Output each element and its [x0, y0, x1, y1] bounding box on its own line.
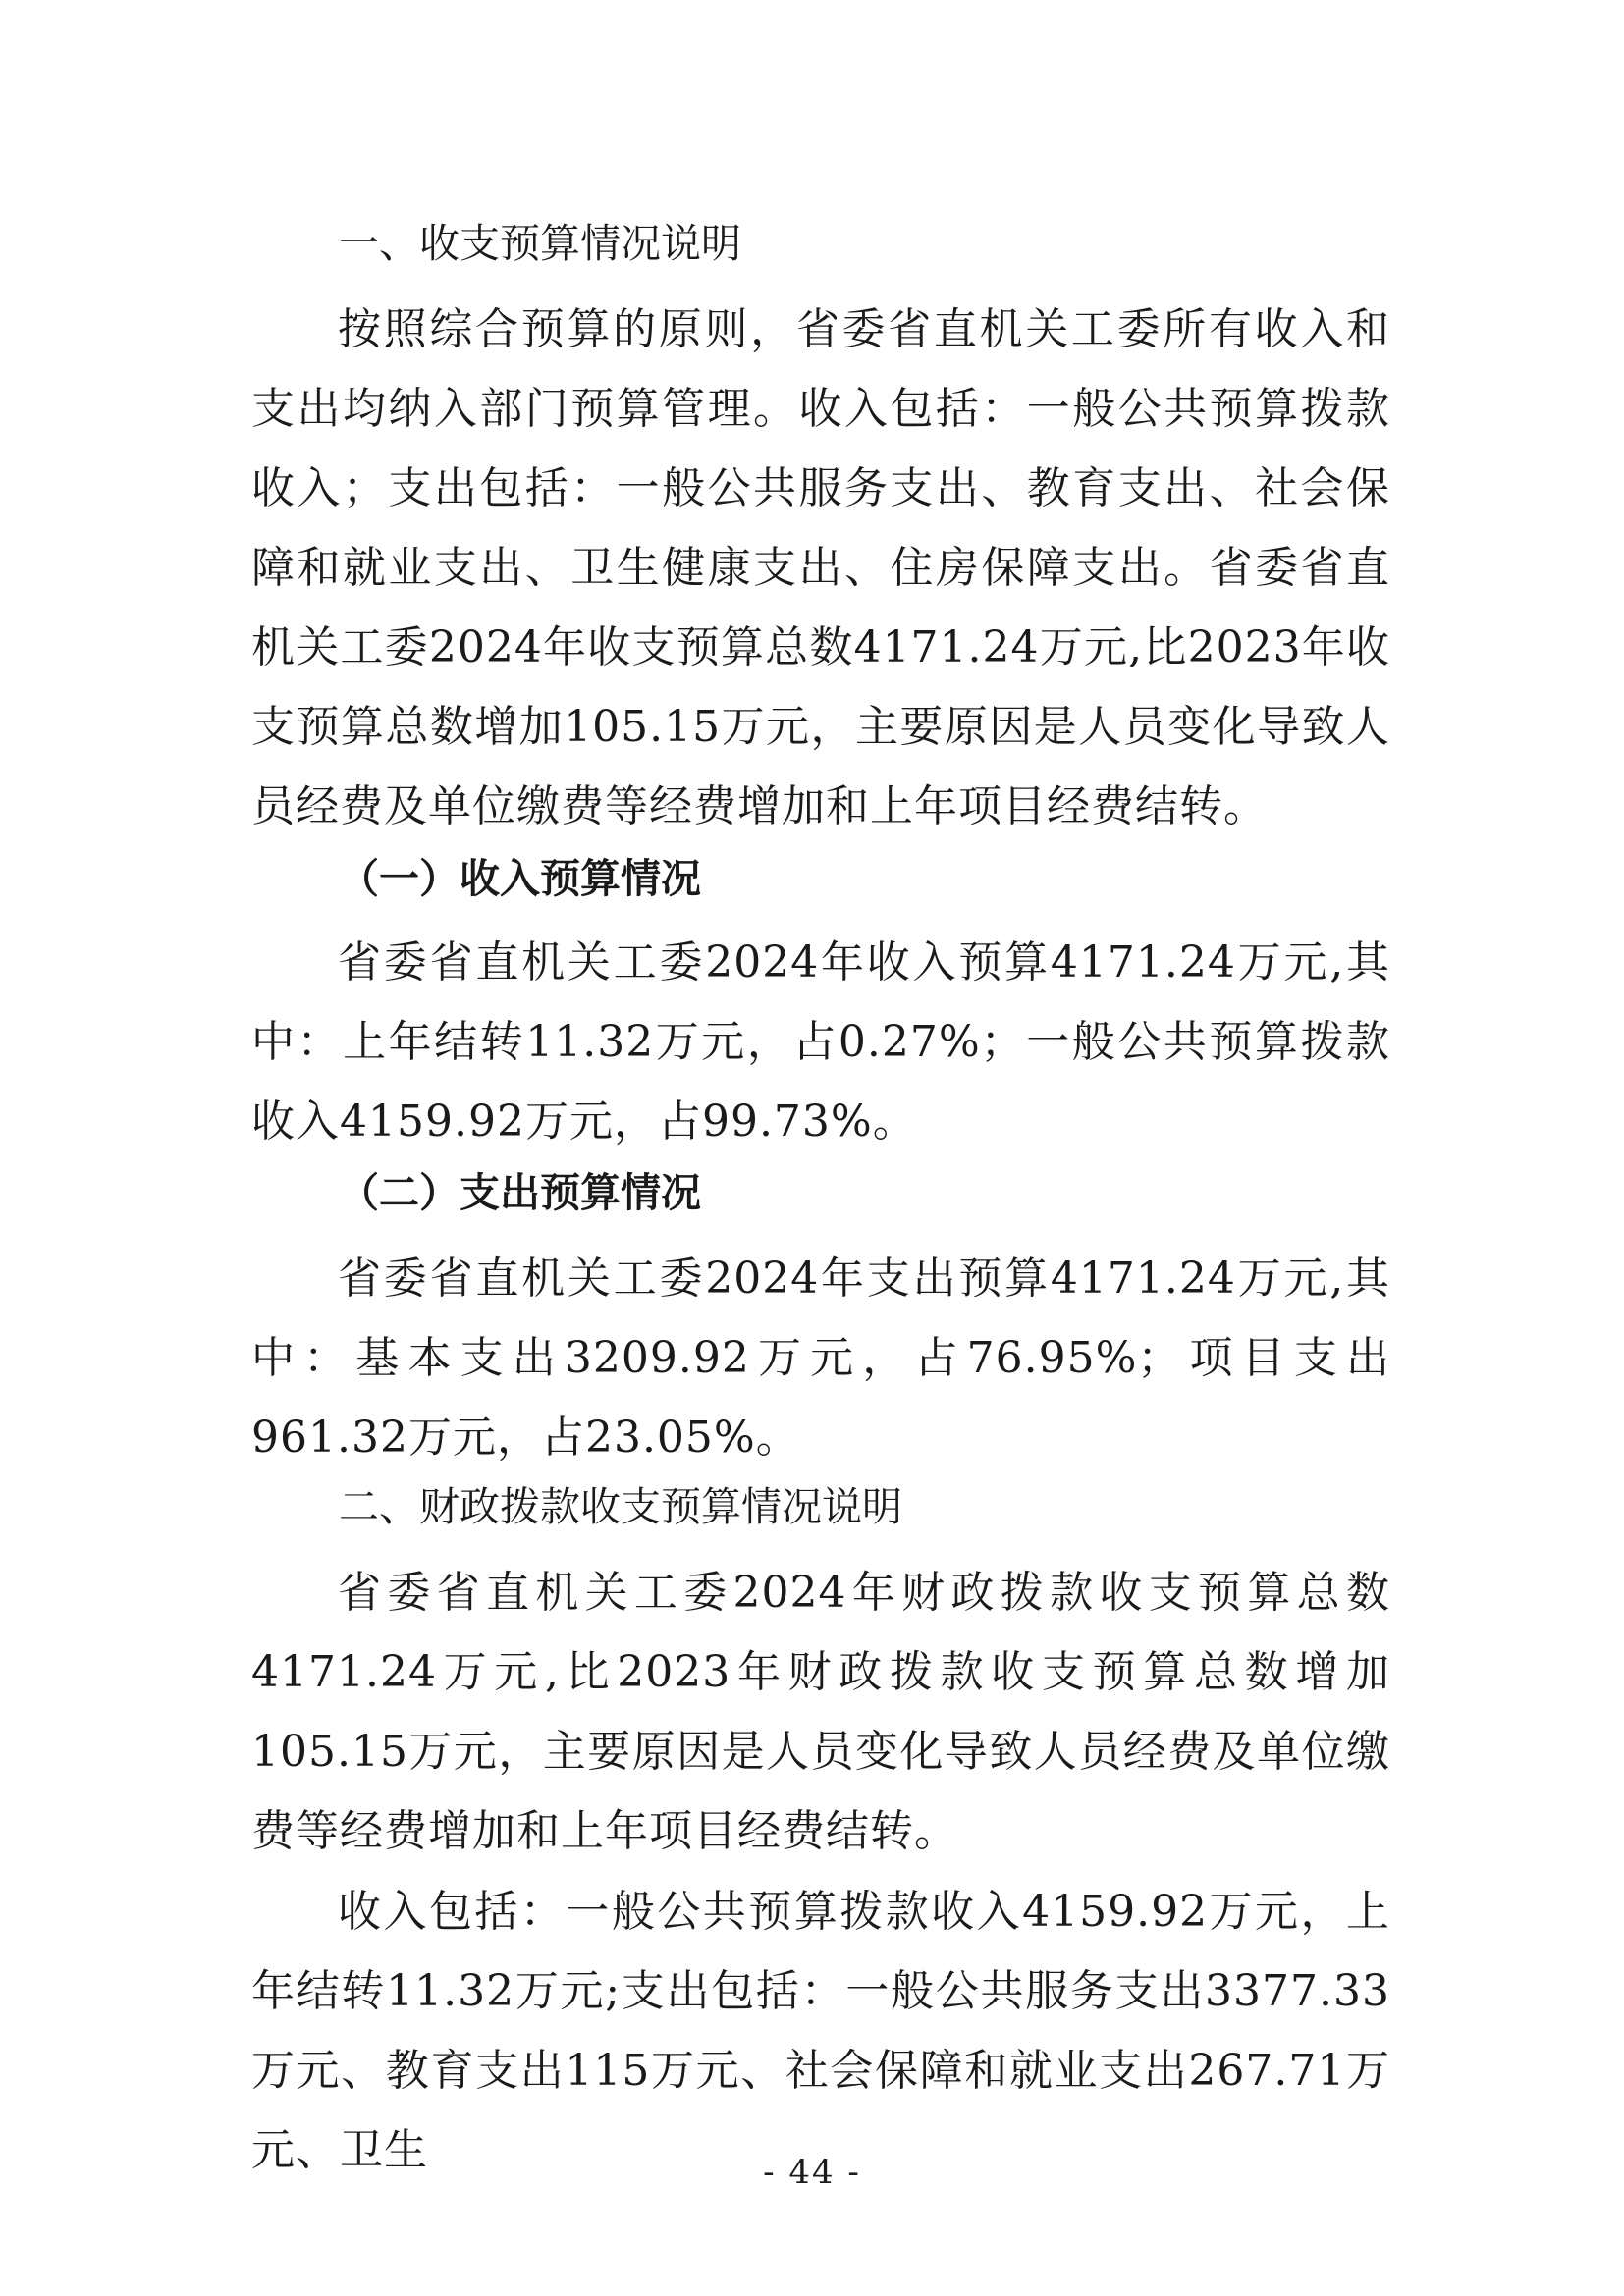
section-2-heading: 二、财政拨款收支预算情况说明	[339, 1483, 902, 1530]
section-2-paragraph-2: 收入包括：一般公共预算拨款收入4159.92万元，上年结转11.32万元;支出包括：一般公共服务支出3377.33万元、教育支出115万元、社会保障和就业支出267.71万元、卫生	[251, 1887, 1390, 2175]
subsection-1-heading: （一）收入预算情况	[339, 855, 701, 902]
subsection-2-paragraph: 省委省直机关工委2024年支出预算4171.24万元,其中：基本支出3209.92万元，占76.95%；项目支出961.32万元，占23.05%。	[251, 1254, 1390, 1463]
section-1-heading: 一、收支预算情况说明	[339, 220, 741, 267]
subsection-2-heading: （二）支出预算情况	[339, 1169, 701, 1216]
page-number: - 44 -	[763, 2153, 861, 2192]
section-2-paragraph-1: 省委省直机关工委2024年财政拨款收支预算总数4171.24万元,比2023年财政拨款收支预算总数增加105.15万元，主要原因是人员变化导致人员经费及单位缴费等经费增加和上年项目经费结转。	[251, 1568, 1390, 1856]
subsection-1-paragraph: 省委省直机关工委2024年收入预算4171.24万元,其中：上年结转11.32万元，占0.27%；一般公共预算拨款收入4159.92万元，占99.73%。	[251, 937, 1390, 1147]
section-1-paragraph: 按照综合预算的原则，省委省直机关工委所有收入和支出均纳入部门预算管理。收入包括：一般公共预算拨款收入；支出包括：一般公共服务支出、教育支出、社会保障和就业支出、卫生健康支出、住房保障支出。省委省直机关工委2024年收支预算总数4171.24万元,比2023年收支预算总数增加105.15万元，主要原因是人员变化导致人员经费及单位缴费等经费增加和上年项目经费结转。	[251, 304, 1390, 831]
